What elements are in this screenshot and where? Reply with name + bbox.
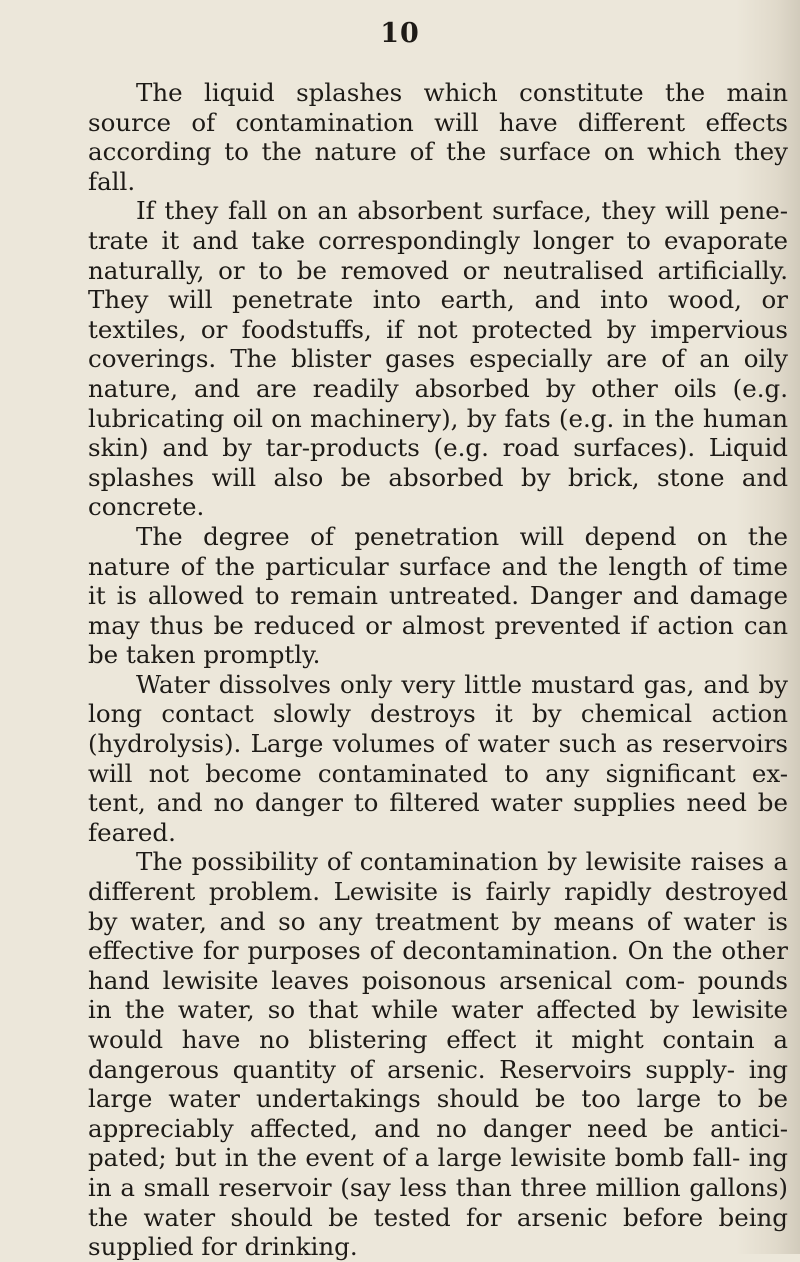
page-number: 10 <box>380 18 420 49</box>
paragraph-2: If they fall on an absorbent surface, they will pene- trate it and take correspondingly longer to evaporate naturally, or to be removed or neutralised artificially. They will penetrate into earth, and into wood, or textiles, or foodstuffs, if not protected by impervious coverings. The blister gases especially are of an oily nature, and are readily absorbed by other oils (e.g. lubricating oil on machinery), by fats (e.g. in the human skin) and by tar-products (e.g. road surfaces). Liquid splashes will also be absorbed by brick, stone and concrete. <box>88 196 788 522</box>
body-text <box>88 78 788 1262</box>
paragraph-5: The possibility of contamination by lewisite raises a different problem. Lewisite is fairly rapidly destroyed by water, and so any treatment by means of water is effective for purposes of decontamination. On the other hand lewisite leaves poisonous arsenical com- pounds in the water, so that while water affected by lewisite would have no blistering effect it might contain a dangerous quantity of arsenic. Reservoirs supply- ing large water undertakings should be too large to be appreciably affected, and no danger need be antici- pated; but in the event of a large lewisite bomb fall- ing in a small reservoir (say less than three million gallons) the water should be tested for arsenic before being supplied for drinking. <box>88 847 788 1262</box>
paragraph-1: The liquid splashes which constitute the main source of contamination will have different effects according to the nature of the surface on which they fall. <box>88 78 788 196</box>
paragraph-4: Water dissolves only very little mustard gas, and by long contact slowly destroys it by chemical action (hydrolysis). Large volumes of water such as reservoirs will not become contaminated to any significant ex- tent, and no danger to filtered water supplies need be feared. <box>88 669 788 847</box>
paragraph-3: The degree of penetration will depend on the nature of the particular surface and the length of time it is allowed to remain untreated. Danger and damage may thus be reduced or almost prevented if action can be taken promptly. <box>88 521 788 670</box>
